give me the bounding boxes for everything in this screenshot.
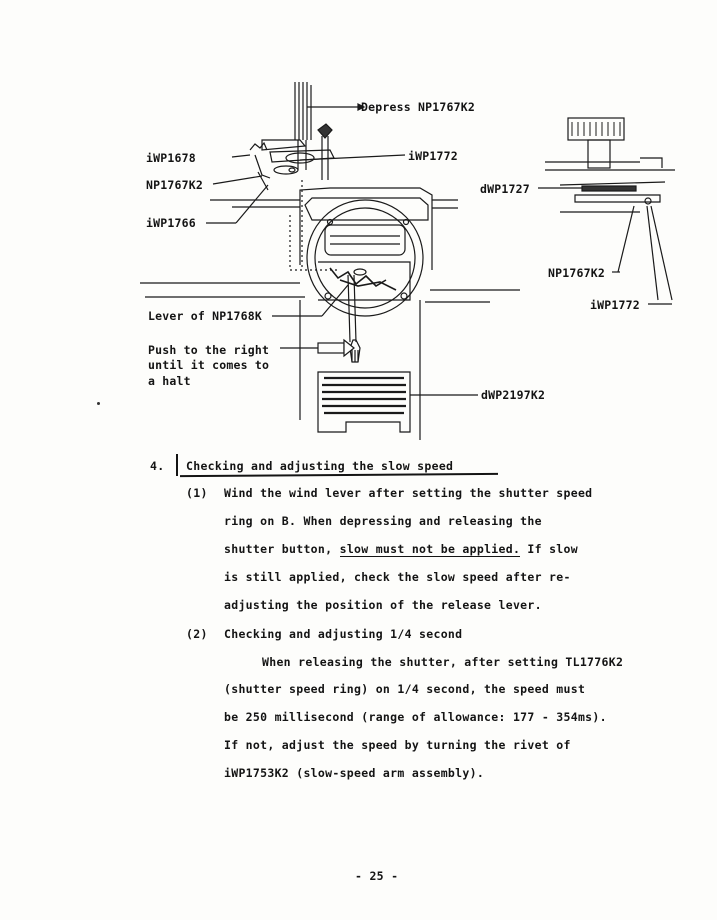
label-push-line1: Push to the right [148,343,270,357]
item2-line1: When releasing the shutter, after setting TL1776K2 [262,655,624,669]
section-title: Checking and adjusting the slow speed [186,459,454,473]
label-depress: Depress NP1767K2 [361,100,475,114]
item2-heading: Checking and adjusting 1/4 second [224,627,463,641]
item1-line3 [224,542,578,556]
shutter-housing [305,198,428,316]
label-push-line2: until it comes to [148,358,270,372]
item1-marker: (1) [186,486,208,500]
leader-iwp1678 [232,155,250,157]
item1-line2: ring on B. When depressing and releasing the [224,514,542,528]
item1-line3-underlined: slow must not be applied. [339,542,521,556]
leader-iwp1766-b [236,185,268,223]
depress-plunger [295,82,311,170]
label-iwp1772-right: iWP1772 [590,298,640,312]
section-title-bracket [176,454,178,476]
top-lever-mechanism [250,124,334,190]
item2-line3: be 250 millisecond (range of allowance: 177 - 354ms). [224,710,607,724]
label-np1767k2-right: NP1767K2 [548,266,605,280]
item1-line3-c: If slow [520,542,578,556]
label-iwp1678: iWP1678 [146,151,196,165]
item1-line3-a: shutter button, [224,542,333,556]
item2-line2: (shutter speed ring) on 1/4 second, the speed must [224,682,586,696]
label-iwp1772-top: iWP1772 [408,149,458,163]
leader-np1767k2-left [213,176,262,184]
label-iwp1766: iWP1766 [146,216,196,230]
label-dwp1727: dWP1727 [480,182,530,196]
label-dwp2197k2: dWP2197K2 [481,388,546,402]
section-number: 4. [150,459,165,473]
item1-line5: adjusting the position of the release lever. [224,598,542,612]
push-arrow [280,340,354,356]
stray-mark [97,402,100,405]
item1-line4: is still applied, check the slow speed after re- [224,570,571,584]
leader-iwp1772-top [300,155,405,160]
section-title-underline [180,473,498,477]
label-lever: Lever of NP1768K [148,309,262,323]
label-push-line3: a halt [148,374,191,388]
item2-line5: iWP1753K2 (slow-speed arm assembly). [224,766,485,780]
item2-marker: (2) [186,627,208,641]
label-np1767k2-left: NP1767K2 [146,178,203,192]
ribbed-part [318,372,410,432]
item2-line4: If not, adjust the speed by turning the rivet of [224,738,571,752]
page-number: - 25 - [355,869,399,883]
item1-line1: Wind the wind lever after setting the shutter speed [224,486,593,500]
